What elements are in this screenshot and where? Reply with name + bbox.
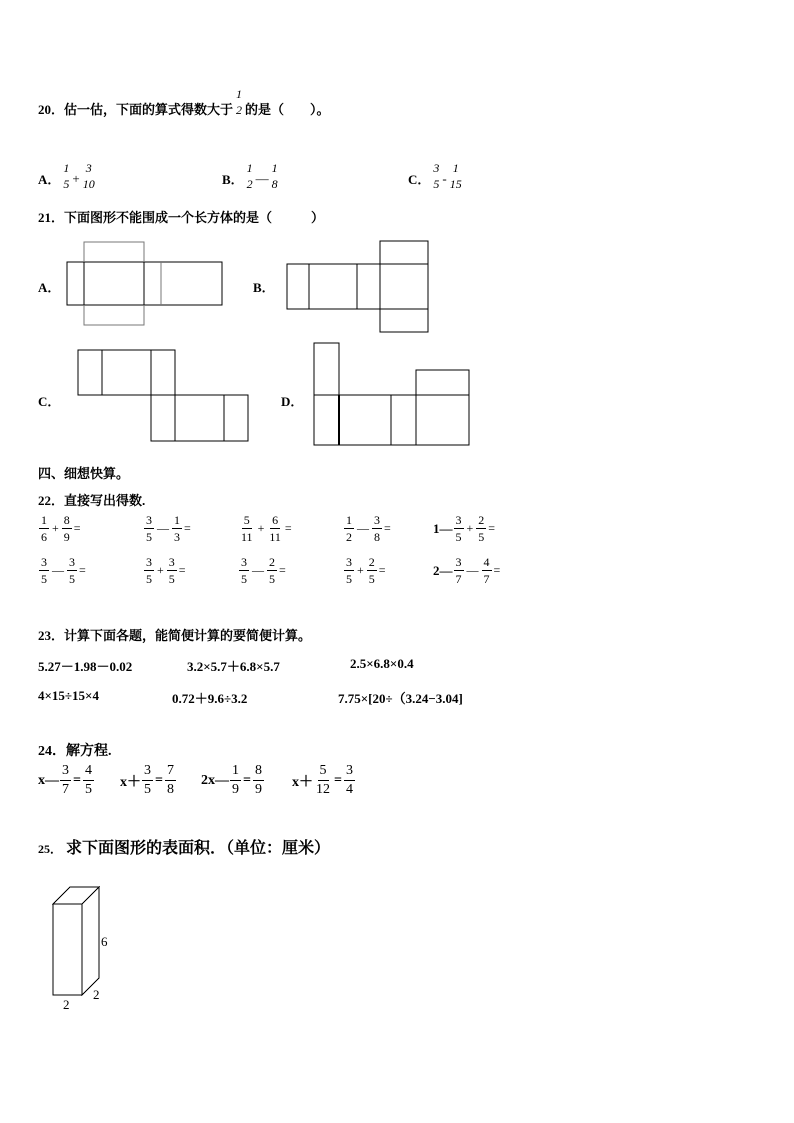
operator: + [157, 563, 164, 577]
fraction-numerator: 8 [253, 764, 264, 781]
fraction-denominator: 5 [455, 530, 462, 544]
fraction-denominator: 2 [236, 103, 243, 117]
q23-expr-4[interactable]: 4×15÷15×4 [38, 688, 99, 703]
operator: + [257, 521, 265, 535]
equals-sign: = [279, 563, 286, 577]
option-label: B． [222, 172, 244, 187]
q20-text-post: 的是（ ）。 [245, 101, 330, 117]
fraction-denominator: 2 [246, 177, 253, 191]
q21-option-c-label[interactable]: C． [38, 394, 61, 409]
fraction-denominator: 7 [483, 572, 490, 586]
fraction-denominator: 4 [345, 782, 353, 797]
fraction-numerator: 3 [374, 513, 380, 527]
fraction-denominator: 7 [455, 572, 462, 586]
fraction-denominator: 5 [84, 782, 92, 797]
q21-text: 21．下面图形不能围成一个长方体的是（ ） [38, 210, 325, 225]
fraction-denominator: 5 [478, 530, 485, 544]
equals-sign: = [73, 772, 81, 788]
equals-sign: = [73, 521, 81, 535]
fraction-numerator: 8 [63, 513, 70, 527]
option-label: A． [38, 172, 61, 187]
fraction-numerator: 3 [168, 555, 175, 569]
q23-expr-6[interactable]: 7.75×[20÷（3.24−3.04] [338, 691, 463, 706]
fraction-numerator: 5 [243, 513, 250, 527]
equals-sign: = [488, 521, 496, 535]
fraction-denominator: 5 [269, 572, 275, 586]
fraction-numerator: 2 [478, 513, 485, 527]
fraction-denominator: 8 [374, 530, 380, 544]
operator: + [52, 521, 59, 535]
fraction-numerator: 3 [455, 555, 462, 569]
equation-lhs-term: x— [38, 772, 59, 788]
q23-text: 23．计算下面各题，能简便计算的要简便计算。 [38, 628, 312, 643]
fraction-numerator: 4 [483, 555, 490, 569]
fraction-denominator: 8 [166, 782, 174, 797]
fraction-denominator: 12 [316, 782, 330, 797]
fraction-numerator: 3 [346, 555, 352, 569]
fraction-denominator: 11 [269, 530, 281, 544]
fraction-denominator: 5 [168, 572, 175, 586]
cuboid-side-face [82, 887, 99, 995]
fraction-numerator: 3 [41, 555, 47, 569]
fraction-numerator: 3 [241, 555, 247, 569]
leading-term: 1— [433, 520, 453, 536]
operator: — [52, 563, 64, 577]
q25-width-label: 2 [93, 987, 100, 1002]
q23-expr-1[interactable]: 5.27－1.98－0.02 [38, 659, 133, 674]
q23-expr-5[interactable]: 0.72＋9.6÷3.2 [172, 691, 248, 706]
q25-height-label: 6 [101, 934, 108, 949]
fraction-denominator: 5 [368, 572, 375, 586]
fraction-denominator: 5 [144, 782, 151, 797]
fraction-numerator: 3 [433, 161, 440, 175]
operator: — [157, 521, 169, 535]
equals-sign: = [243, 772, 251, 788]
fraction-numerator: 1 [41, 513, 47, 527]
equals-sign: = [79, 563, 86, 577]
fraction-denominator: 9 [63, 530, 70, 544]
equals-sign: = [155, 772, 163, 788]
equals-sign: = [378, 563, 386, 577]
fraction-numerator: 6 [272, 513, 279, 527]
fraction-numerator: 1 [230, 764, 241, 781]
cuboid-front-face [53, 904, 82, 995]
q24-text: 24．解方程. [38, 744, 112, 759]
fraction-denominator: 15 [449, 177, 462, 191]
fraction-denominator: 11 [241, 530, 253, 544]
option-label: C． [408, 172, 431, 187]
equals-sign: = [284, 521, 292, 535]
leading-term: 2— [433, 562, 453, 578]
fraction-denominator: 5 [346, 572, 352, 586]
q25-text: 求下面图形的表面积．（单位：厘米） [66, 840, 331, 857]
fraction-numerator: 1 [174, 513, 180, 527]
cuboid-top-face [53, 887, 99, 904]
q21-option-b-label[interactable]: B． [253, 280, 275, 295]
q23-expr-2[interactable]: 3.2×5.7＋6.8×5.7 [187, 659, 280, 674]
fraction-numerator: 5 [318, 764, 329, 781]
operator: — [357, 521, 369, 535]
fraction-denominator: 2 [346, 530, 352, 544]
operator: + [72, 171, 80, 186]
q25-length-label: 2 [63, 997, 70, 1012]
fraction-numerator: 3 [69, 555, 75, 569]
fraction-numerator: 1 [271, 161, 278, 175]
fraction-denominator: 9 [232, 782, 239, 797]
fraction-numerator: 3 [146, 555, 152, 569]
operator: - [442, 171, 447, 186]
fraction-denominator: 9 [254, 782, 262, 797]
equation-lhs-term: x＋ [292, 774, 313, 790]
q21-option-d-label[interactable]: D． [281, 394, 304, 409]
operator: + [466, 521, 474, 535]
fraction-denominator: 5 [69, 572, 75, 586]
operator: + [357, 563, 364, 577]
q22-text: 22．直接写出得数. [38, 493, 146, 508]
fraction-denominator: 6 [41, 530, 47, 544]
q20-text-pre: 估一估，下面的算式得数大于 [64, 101, 234, 117]
fraction-denominator: 7 [62, 782, 69, 797]
fraction-numerator: 1 [236, 87, 243, 101]
fraction-numerator: 3 [85, 161, 92, 175]
operator: — [252, 563, 264, 577]
fraction-denominator: 10 [82, 177, 95, 191]
fraction-numerator: 2 [269, 555, 275, 569]
fraction-numerator: 1 [452, 161, 459, 175]
fraction-denominator: 5 [41, 572, 47, 586]
equals-sign: = [184, 521, 191, 535]
q20-number: 20． [38, 101, 65, 117]
fraction-denominator: 5 [63, 177, 70, 191]
equals-sign: = [384, 521, 391, 535]
q21-option-a-label[interactable]: A． [38, 280, 61, 295]
fraction-numerator: 3 [344, 764, 355, 781]
fraction-numerator: 3 [455, 513, 462, 527]
fraction-numerator: 3 [60, 764, 71, 781]
equation-lhs-term: 2x— [201, 772, 229, 788]
operator: — [255, 171, 269, 186]
equation-lhs-term: x＋ [120, 774, 141, 790]
q23-expr-3[interactable]: 2.5×6.8×0.4 [350, 656, 414, 671]
fraction-denominator: 5 [146, 572, 152, 586]
fraction-numerator: 1 [246, 161, 253, 175]
operator: — [466, 563, 479, 577]
fraction-denominator: 8 [271, 177, 278, 191]
q25-number: 25． [38, 842, 63, 856]
fraction-numerator: 7 [165, 764, 176, 781]
fraction-denominator: 5 [433, 177, 440, 191]
fraction-denominator: 5 [146, 530, 152, 544]
fraction-numerator: 3 [146, 513, 152, 527]
fraction-denominator: 3 [174, 530, 180, 544]
fraction-numerator: 1 [63, 161, 70, 175]
fraction-numerator: 1 [346, 513, 352, 527]
equals-sign: = [493, 563, 501, 577]
section-4-heading: 四、细想快算。 [38, 466, 130, 481]
fraction-numerator: 4 [83, 764, 94, 781]
fraction-numerator: 2 [368, 555, 375, 569]
equals-sign: = [178, 563, 186, 577]
equals-sign: = [334, 772, 342, 788]
fraction-denominator: 5 [241, 572, 247, 586]
fraction-numerator: 3 [142, 764, 153, 781]
